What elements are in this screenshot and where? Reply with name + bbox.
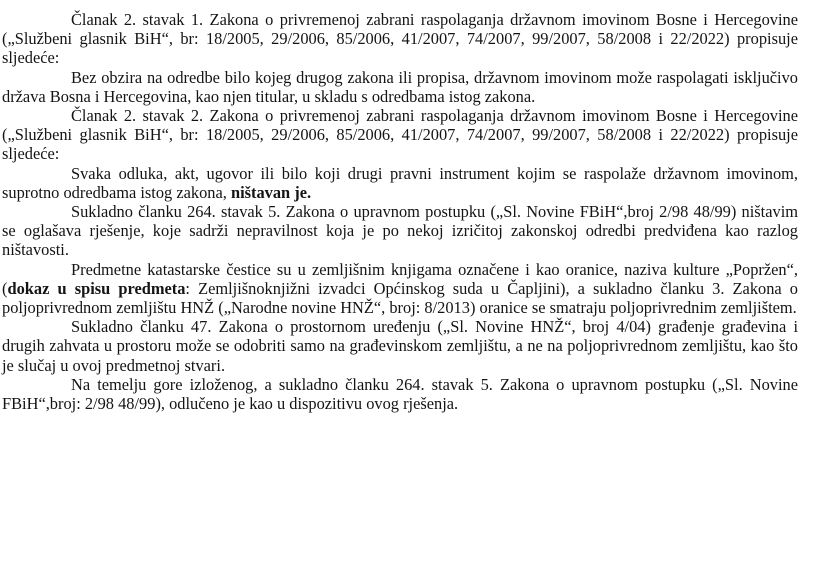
paragraph-katastarske-cestice (2, 260, 798, 318)
paragraph-clanak-2-stavak-2: Članak 2. stavak 2. Zakona o privremenoj zabrani raspolaganja državnom imovinom Bosne i Hercegovine („Službeni glasnik BiH“, br: 18/2005, 29/2006, 85/2006, 41/2007, 74/2007, 99/2007, 58/2008 i 22/2022) propisuje sljedeće: (2, 106, 798, 164)
paragraph-quote-nistavan (2, 164, 798, 202)
paragraph-quote-raspolaganje: Bez obzira na odredbe bilo kojeg drugog zakona ili propisa, državnom imovinom može raspolagati isključivo država Bosna i Hercegovina, kao njen titular, u skladu s odredbama istog zakona. (2, 67, 798, 106)
bold-emphasis: dokaz u spisu predmeta (7, 278, 186, 298)
paragraph-clanak-2-stavak-1: Članak 2. stavak 1. Zakona o privremenoj zabrani raspolaganja državnom imovinom Bosne i Hercegovine („Službeni glasnik BiH“, br: 18/2005, 29/2006, 85/2006, 41/2007, 74/2007, 99/2007, 58/2008 i 22/2022) propisuje sljedeće: (2, 10, 798, 68)
paragraph-text: Predmetne katastarske čestice su u zemljišnim knjigama označene i kao oranice, naziva kulture „Popržen“, ( (2, 259, 798, 298)
paragraph-text: Svaka odluka, akt, ugovor ili bilo koji drugi pravni instrument kojim se raspolaže državnom imovinom, suprotno odredbama istog zakona, (2, 163, 798, 202)
document-body (2, 10, 798, 413)
paragraph-zakljucak: Na temelju gore izloženog, a sukladno članku 264. stavak 5. Zakona o upravnom postupku („Sl. Novine FBiH“,broj: 2/98 48/99), odlučeno je kao u dispozitivu ovog rješenja. (2, 374, 798, 414)
paragraph-clanak-47: Sukladno članku 47. Zakona o prostornom uređenju („Sl. Novine HNŽ“, broj 4/04) građenje građevina i drugih zahvata u prostoru može se odobriti samo na građevinskom zemljištu, a ne na poljoprivrednom zemljištu, kao što je slučaj u ovoj predmetnoj stvari. (2, 317, 798, 375)
bold-emphasis: ništavan je. (230, 182, 312, 202)
paragraph-clanak-264: Sukladno članku 264. stavak 5. Zakona o upravnom postupku („Sl. Novine FBiH“,broj 2/98 48/99) ništavim se oglašava rješenje, koje sadrži nepravilnost koja je po nekoj izričitoj zakonskoj odredbi predviđena kao razlog ništavosti. (2, 202, 798, 260)
paragraph-text: : Zemljišnoknjižni izvadci Općinskog suda u Čapljini), a sukladno članku 3. Zakona o poljoprivrednom zemljištu HNŽ („Narodne novine HNŽ“, broj: 8/2013) oranice se smatraju poljoprivrednim zemljištem. (2, 278, 798, 318)
